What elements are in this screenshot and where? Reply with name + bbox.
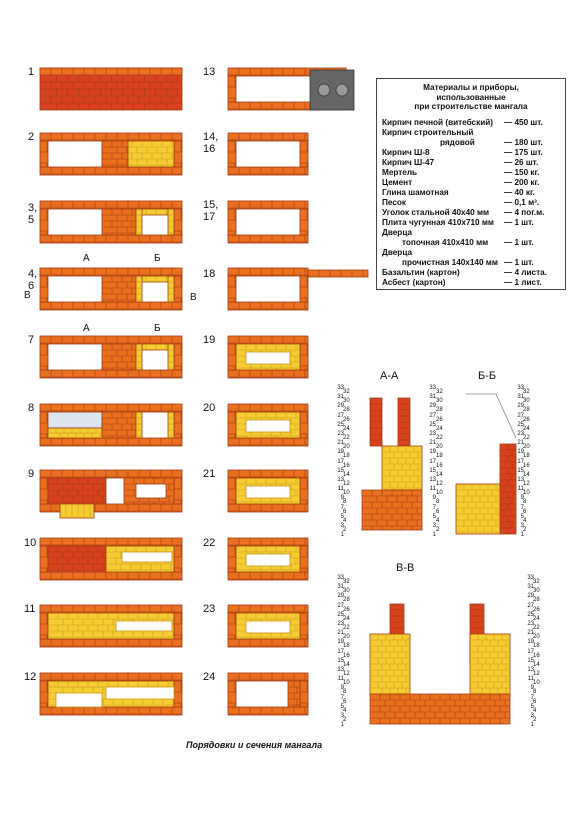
course-label-13: 13 [203,66,216,78]
ruler-tick: 25 [337,421,344,428]
ruler-tick: 8 [436,499,440,506]
materials-item-value [504,248,560,258]
course-label-14-16: 14, 16 [203,131,219,155]
ruler-tick: 4 [436,517,440,524]
ruler-tick: 9 [340,685,344,692]
ruler-tick: 8 [343,499,347,506]
materials-item [382,268,560,278]
course-label-24: 24 [203,671,216,683]
course-label-15-17: 15, 17 [203,199,219,223]
ruler-tick: 16 [436,462,443,469]
height-ruler-vv-right [343,578,357,725]
ruler-tick: 32 [343,579,350,585]
materials-item-name: Дверца [382,227,412,237]
ruler-tick: 8 [523,499,527,506]
ruler-tick: 1 [530,722,534,729]
materials-item [382,178,560,188]
materials-item-value: — 175 шт. [504,147,543,157]
flue-opening [106,687,174,699]
materials-item-name: Кирпич Ш-47 [382,157,435,167]
materials-item-name: Мертель [382,167,418,177]
course-divider [102,412,136,438]
materials-item [382,228,560,238]
ruler-tick: 21 [517,440,524,447]
materials-item-value: — 40 кг. [504,187,535,197]
course-divider [102,209,136,235]
ruler-tick: 20 [343,444,350,451]
ruler-tick: 30 [533,588,540,595]
ruler-tick: 2 [533,717,537,724]
course-label-11: 11 [24,603,36,615]
ruler-tick: 7 [340,504,344,511]
ruler-tick: 20 [343,634,350,641]
course-fill [48,478,106,504]
ruler-tick: 33 [337,575,344,581]
materials-item-name: Базальтин (картон) [382,267,460,277]
section-title-bb: Б-Б [478,370,497,382]
flue-opening [56,693,102,707]
ruler-tick: 18 [343,453,350,460]
ruler-tick: 16 [343,462,350,469]
ruler-tick: 12 [343,671,350,678]
ruler-tick: 23 [337,431,344,438]
ruler-tick: 22 [343,625,350,632]
course-label-1: 1 [28,66,35,78]
materials-item-value [504,128,560,138]
materials-item-name: топочная 410x410 мм [402,237,489,247]
ruler-tick: 11 [517,486,524,493]
materials-item [382,198,560,208]
section-title-vv: В-В [396,562,415,574]
ruler-tick: 7 [530,694,534,701]
ruler-tick: 6 [436,508,440,515]
ruler-tick: 3 [530,713,534,720]
ruler-tick: 19 [337,639,344,646]
height-ruler-bb-far-left [510,384,524,540]
ruler-tick: 1 [520,532,524,539]
ruler-tick: 21 [337,440,344,447]
materials-item-value: — 1 шт. [504,217,534,227]
ruler-tick: 11 [429,486,436,493]
materials-item-value: — 450 шт. [504,117,543,127]
materials-item [382,128,560,138]
materials-item-value: — 26 шт. [504,157,539,167]
section-title-aa: А-А [380,370,399,382]
ruler-tick: 9 [432,495,436,502]
ruler-tick: 4 [343,517,347,524]
ruler-tick: 4 [523,517,527,524]
ruler-tick: 14 [523,471,530,478]
materials-item-name: прочистная 140x140 мм [402,257,498,267]
ruler-tick: 14 [343,471,350,478]
ruler-tick: 29 [429,403,436,410]
cut-mark-a-bottom: А [83,323,90,334]
ruler-tick: 23 [429,431,436,438]
ruler-tick: 27 [337,412,344,419]
ruler-tick: 30 [436,398,443,405]
materials-item-name: Цемент [382,177,413,187]
materials-item-name: Кирпич Ш-8 [382,147,430,157]
ruler-tick: 11 [337,676,344,683]
ruler-tick: 7 [432,504,436,511]
course-fill [168,276,174,302]
ruler-tick: 11 [527,676,534,683]
ruler-tick: 5 [340,703,344,710]
hob-ring [336,84,348,96]
ruler-tick: 20 [523,444,530,451]
ruler-tick: 16 [533,652,540,659]
ruler-tick: 29 [337,593,344,600]
ruler-tick: 28 [343,407,350,414]
materials-item-value: — 180 шт. [504,137,543,147]
ruler-tick: 15 [337,657,344,664]
ruler-tick: 15 [527,657,534,664]
ruler-tick: 17 [527,648,534,655]
ruler-tick: 2 [523,527,527,534]
ruler-tick: 18 [436,453,443,460]
materials-item [382,258,560,268]
ruler-tick: 18 [523,453,530,460]
ruler-tick: 2 [343,717,347,724]
course-label-7: 7 [28,334,35,346]
ruler-tick: 30 [523,398,530,405]
ruler-tick: 4 [533,707,537,714]
materials-item-value: — 0,1 м³. [504,197,540,207]
ruler-tick: 27 [527,602,534,609]
ruler-tick: 27 [517,412,524,419]
ruler-tick: 13 [517,477,524,484]
materials-item-name: Дверца [382,247,412,257]
height-ruler-bb-right [436,388,450,535]
ruler-tick: 17 [337,458,344,465]
ruler-tick: 32 [523,389,530,395]
ruler-tick: 15 [429,467,436,474]
materials-item [382,158,560,168]
ruler-tick: 20 [436,444,443,451]
ruler-tick: 29 [517,403,524,410]
ruler-tick: 15 [517,467,524,474]
ruler-tick: 5 [520,513,524,520]
ruler-tick: 28 [436,407,443,414]
ruler-tick: 26 [343,606,350,613]
course-fill [136,276,142,302]
ruler-tick: 6 [343,698,347,705]
course-fill [136,412,142,438]
cut-mark-b-top: Б [154,253,161,264]
materials-item [382,248,560,258]
materials-item-value: — 1 шт. [504,237,534,247]
materials-item-name: Кирпич печной (витебский) [382,117,493,127]
ruler-tick: 12 [533,671,540,678]
materials-item [382,208,560,218]
course-label-22: 22 [203,537,216,549]
flue-opening [246,352,290,364]
ruler-tick: 26 [533,606,540,613]
ruler-tick: 24 [343,615,350,622]
ruler-tick: 30 [343,588,350,595]
ruler-tick: 24 [343,425,350,432]
ruler-tick: 32 [436,389,443,395]
ruler-tick: 25 [517,421,524,428]
flue-opening [122,552,172,562]
ruler-tick: 15 [337,467,344,474]
materials-item [382,188,560,198]
course-label-2: 2 [28,131,35,143]
course-label-19: 19 [203,334,216,346]
ruler-tick: 14 [436,471,443,478]
ruler-tick: 21 [337,630,344,637]
materials-item-name: Асбест (картон) [382,277,446,287]
ruler-tick: 19 [517,449,524,456]
ruler-tick: 28 [533,597,540,604]
ruler-tick: 1 [340,722,344,729]
ruler-tick: 9 [520,495,524,502]
ruler-tick: 3 [520,523,524,530]
ruler-tick: 19 [429,449,436,456]
height-ruler-bb-left [422,384,436,540]
ruler-tick: 12 [343,481,350,488]
ruler-tick: 16 [523,462,530,469]
ruler-tick: 16 [343,652,350,659]
materials-item [382,138,560,148]
ruler-tick: 13 [337,477,344,484]
course-label-18: 18 [203,268,216,280]
materials-items [382,118,560,288]
cut-mark-v-left: В [24,290,31,301]
ruler-tick: 22 [523,435,530,442]
course-divider [102,276,136,302]
course-fill [136,209,142,235]
section-outline [466,394,516,438]
ruler-tick: 12 [436,481,443,488]
ruler-tick: 8 [533,689,537,696]
ruler-tick: 3 [340,523,344,530]
ruler-tick: 28 [523,407,530,414]
ruler-tick: 13 [527,667,534,674]
height-ruler-vv-far-left [520,574,534,730]
ruler-tick: 26 [343,416,350,423]
materials-item-name: Глина шамотная [382,187,449,197]
ruler-tick: 14 [343,661,350,668]
ruler-tick: 19 [527,639,534,646]
ruler-tick: 23 [527,621,534,628]
ruler-tick: 2 [343,527,347,534]
materials-item [382,278,560,288]
course-label-23: 23 [203,603,216,615]
ruler-tick: 27 [337,602,344,609]
ruler-tick: 31 [429,394,436,401]
height-ruler-aa-right [343,388,357,535]
ruler-tick: 17 [429,458,436,465]
ruler-tick: 30 [343,398,350,405]
ruler-tick: 19 [337,449,344,456]
course-fill [60,504,94,518]
materials-item-name: Уголок стальной 40x40 мм [382,207,490,217]
ruler-tick: 4 [343,707,347,714]
course-label-3-5: 3, 5 [28,202,38,226]
materials-item-value: — 4 пог.м. [504,207,545,217]
ruler-tick: 8 [343,689,347,696]
materials-item-value: — 1 лист. [504,277,542,287]
course-fill [168,209,174,235]
ruler-tick: 13 [337,667,344,674]
ruler-tick: 28 [343,597,350,604]
ruler-tick: 31 [337,584,344,591]
ruler-tick: 10 [343,490,350,497]
ruler-tick: 32 [343,389,350,395]
flue-opening [116,621,172,631]
materials-item-name: Кирпич строительный [382,127,474,137]
materials-item-value: — 150 кг. [504,167,540,177]
ruler-tick: 33 [527,575,534,581]
ruler-tick: 1 [340,532,344,539]
ruler-tick: 12 [523,481,530,488]
ruler-tick: 22 [343,435,350,442]
ruler-tick: 17 [337,648,344,655]
cut-mark-v-right: В [190,292,197,303]
ruler-tick: 29 [527,593,534,600]
materials-item-name: рядовой [440,137,475,147]
course-label-8: 8 [28,402,35,414]
ruler-tick: 26 [436,416,443,423]
materials-item-name: Плита чугунная 410x710 мм [382,217,494,227]
ruler-tick: 21 [429,440,436,447]
ruler-tick: 7 [340,694,344,701]
ruler-tick: 10 [523,490,530,497]
flue-opening [246,621,290,633]
section-core [456,484,500,534]
ruler-tick: 9 [340,495,344,502]
ruler-tick: 6 [533,698,537,705]
materials-item-name: Песок [382,197,406,207]
ruler-tick: 24 [533,615,540,622]
materials-item [382,168,560,178]
ruler-tick: 3 [340,713,344,720]
ruler-tick: 10 [436,490,443,497]
materials-list-box [376,78,566,290]
ruler-tick: 9 [530,685,534,692]
figure-caption: Порядовки и сечения мангала [186,740,323,750]
ruler-tick: 33 [517,385,524,391]
flue-opening [136,484,166,498]
hob-ring [318,84,330,96]
ruler-tick: 7 [520,504,524,511]
course-fill [168,344,174,370]
ruler-tick: 2 [436,527,440,534]
ruler-tick: 24 [523,425,530,432]
ruler-tick: 31 [337,394,344,401]
course-label-20: 20 [203,402,216,414]
ruler-tick: 24 [436,425,443,432]
course-label-4-6: 4, 6 [28,268,38,292]
materials-item [382,148,560,158]
ruler-tick: 31 [527,584,534,591]
course-fill [48,546,106,572]
ruler-tick: 20 [533,634,540,641]
ruler-tick: 25 [527,611,534,618]
materials-item-value: — 1 шт. [504,257,534,267]
materials-item [382,238,560,248]
ruler-tick: 23 [517,431,524,438]
ruler-tick: 6 [523,508,527,515]
ruler-tick: 26 [523,416,530,423]
flue-opening [246,420,290,432]
course-label-9: 9 [28,468,35,480]
course-fill [102,141,128,167]
height-ruler-vv-far-right [533,578,547,725]
ruler-tick: 27 [429,412,436,419]
materials-title: Материалы и приборы, использованные при строительстве мангала [414,83,528,112]
materials-item-value: — 4 листа. [504,267,547,277]
cut-mark-b-bottom: Б [154,323,161,334]
ruler-tick: 14 [533,661,540,668]
ruler-tick: 13 [429,477,436,484]
materials-item-value: — 200 кг. [504,177,540,187]
ruler-tick: 25 [337,611,344,618]
ruler-tick: 21 [527,630,534,637]
height-ruler-aa-left [330,384,344,540]
ruler-tick: 5 [432,513,436,520]
course-label-21: 21 [203,468,216,480]
height-ruler-bb-far-right [523,388,537,535]
ruler-tick: 17 [517,458,524,465]
course-label-12: 12 [24,671,37,683]
course-extension [308,270,368,277]
ruler-tick: 18 [343,643,350,650]
course-divider [102,344,136,370]
materials-item [382,218,560,228]
ruler-tick: 3 [432,523,436,530]
ruler-tick: 32 [533,579,540,585]
grill-grate [48,412,102,428]
course-label-10: 10 [24,537,37,549]
ruler-tick: 5 [340,513,344,520]
flue-opening [246,486,290,498]
ruler-tick: 31 [517,394,524,401]
ruler-tick: 22 [436,435,443,442]
course-fill [136,344,142,370]
ruler-tick: 23 [337,621,344,628]
ruler-tick: 18 [533,643,540,650]
flue-opening [246,554,290,566]
height-ruler-vv-left [330,574,344,730]
ruler-tick: 25 [429,421,436,428]
cut-mark-a-top: А [83,253,90,264]
materials-item [382,118,560,128]
ruler-tick: 29 [337,403,344,410]
ruler-tick: 10 [343,680,350,687]
ruler-tick: 22 [533,625,540,632]
ruler-tick: 1 [432,532,436,539]
ruler-tick: 5 [530,703,534,710]
ruler-tick: 10 [533,680,540,687]
ruler-tick: 33 [429,385,436,391]
ruler-tick: 33 [337,385,344,391]
materials-item-value [504,228,560,238]
course-fill [168,412,174,438]
ruler-tick: 11 [337,486,344,493]
ruler-tick: 6 [343,508,347,515]
